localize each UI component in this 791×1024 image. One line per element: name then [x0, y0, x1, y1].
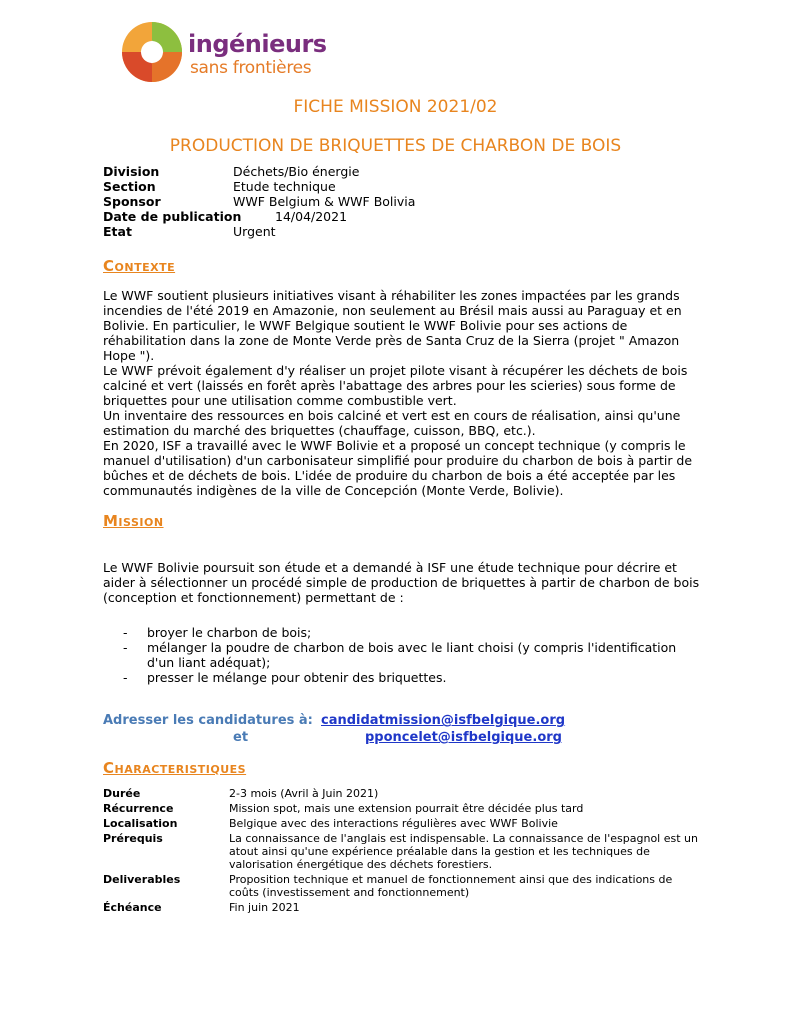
logo-name: ingénieurs — [188, 30, 327, 58]
contexte-paragraph: Le WWF soutient plusieurs initiatives visant à réhabiliter les zones impactées par les grands incendies de l'été 2019 en Amazonie, non seulement au Brésil mais aussi au Paraguay et en Bolivie. En particulier, le WWF Belgique soutient le WWF Bolivie pour ses actions de réhabilitation dans la zone de Monte Verde près de Santa Cruz de la Sierra (projet " Amazon Hope "). — [103, 288, 682, 363]
characteristic-value: Proposition technique et manuel de fonctionnement ainsi que des indications de coûts (investissement and fonctionnement) — [229, 873, 673, 899]
contexte-paragraph: En 2020, ISF a travaillé avec le WWF Bolivie et a proposé un concept technique (y compris le manuel d'utilisation) d'un carbonisateur simplifié pour produire du charbon de bois à partir de bûches et de déchets de bois. L'idée de produire du charbon de bois a été acceptée par les communautés indigènes de la ville de Concepción (Monte Verde, Bolivie). — [103, 438, 693, 498]
fiche-mission-title: FICHE MISSION 2021/02 — [293, 97, 498, 117]
characteristic-label: Localisation — [103, 817, 178, 830]
list-item: - presser le mélange pour obtenir des briquettes. — [123, 670, 447, 685]
info-value: Urgent — [233, 224, 276, 239]
logo-subtitle: sans frontières — [190, 58, 312, 78]
isf-logo-icon — [120, 20, 184, 84]
mission-bullet-list — [123, 625, 703, 685]
characteristic-label: Échéance — [103, 901, 162, 914]
characteristic-label: Récurrence — [103, 802, 174, 815]
characteristic-label: Durée — [103, 787, 141, 800]
characteristic-value: Fin juin 2021 — [229, 901, 300, 914]
contexte-body — [103, 288, 703, 498]
info-value: Etude technique — [233, 179, 336, 194]
apply-and: et — [233, 730, 249, 745]
isf-logo — [120, 20, 327, 92]
mission-intro: Le WWF Bolivie poursuit son étude et a demandé à ISF une étude technique pour décrire et aider à sélectionner un procédé simple de production de briquettes à partir de charbon de bois (conception et fonctionnement) permettant de : — [103, 560, 700, 605]
info-value: 14/04/2021 — [275, 209, 348, 224]
list-item: - mélanger la poudre de charbon de bois avec le liant choisi (y compris l'identification d'un liant adéquat); — [123, 640, 677, 670]
characteristic-value: Belgique avec des interactions régulières avec WWF Bolivie — [229, 817, 558, 830]
bullet-text: broyer le charbon de bois; — [147, 625, 312, 640]
info-label: Section — [103, 179, 156, 194]
characteristic-value: Mission spot, mais une extension pourrait être décidée plus tard — [229, 802, 584, 815]
info-label: Division — [103, 164, 160, 179]
list-item: - broyer le charbon de bois; — [123, 625, 312, 640]
contexte-paragraph: Un inventaire des ressources en bois calciné et vert est en cours de réalisation, ainsi qu'une estimation du marché des briquettes (chauffage, cuisson, BBQ, etc.). — [103, 408, 681, 438]
email-link[interactable]: pponcelet@isfbelgique.org — [365, 730, 562, 745]
bullet-text: presser le mélange pour obtenir des briquettes. — [147, 670, 447, 685]
info-label: Sponsor — [103, 194, 161, 209]
characteristic-label: Deliverables — [103, 873, 181, 886]
email-link[interactable]: candidatmission@isfbelgique.org — [321, 713, 566, 728]
characteristic-value: La connaissance de l'anglais est indispensable. La connaissance de l'espagnol est un atout ainsi qu'une expérience préalable dans la gestion et les techniques de valorisation énergétique des déchets forestiers. — [229, 832, 698, 871]
contexte-heading: Contexte — [103, 257, 176, 275]
characteristics-heading: Characteristiques — [103, 759, 247, 777]
mission-heading: Mission — [103, 512, 164, 530]
apply-label: Adresser les candidatures à: — [103, 713, 313, 728]
info-label: Date de publication — [103, 209, 242, 224]
info-label: Etat — [103, 224, 132, 239]
info-value: Déchets/Bio énergie — [233, 164, 360, 179]
bullet-text: mélanger la poudre de charbon de bois avec le liant choisi (y compris l'identification d'un liant adéquat); — [147, 640, 677, 670]
contexte-paragraph: Le WWF prévoit également d'y réaliser un projet pilote visant à récupérer les déchets de bois calciné et vert (laissés en forêt après l'abattage des arbres pour les scieries) sous forme de briquettes pour une utilisation comme combustible vert. — [103, 363, 688, 408]
characteristic-value: 2-3 mois (Avril à Juin 2021) — [229, 787, 379, 800]
document-title: PRODUCTION DE BRIQUETTES DE CHARBON DE BOIS — [169, 136, 622, 156]
characteristic-label: Prérequis — [103, 832, 163, 845]
info-value: WWF Belgium & WWF Bolivia — [233, 194, 416, 209]
